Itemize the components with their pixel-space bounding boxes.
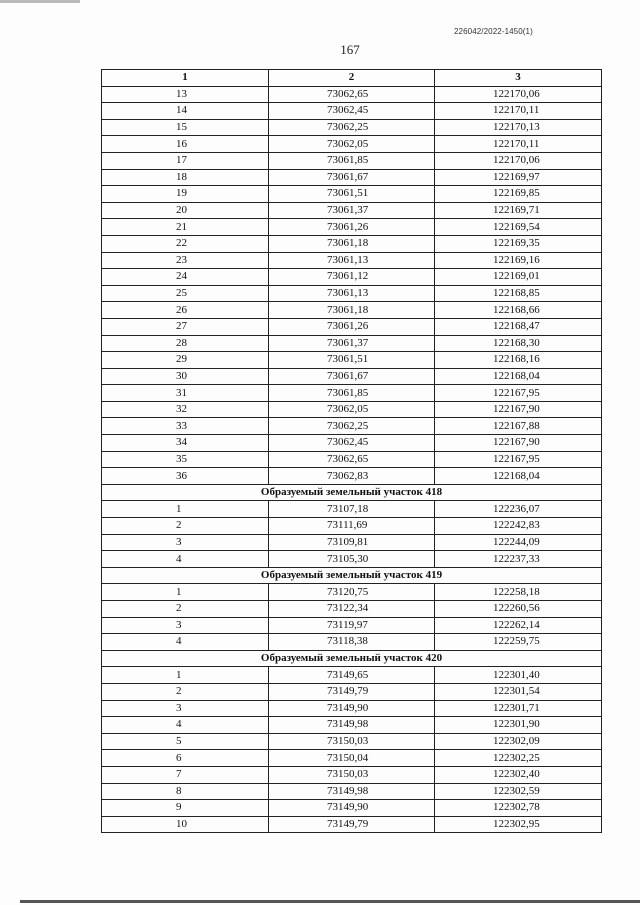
table-row	[102, 302, 602, 319]
x-coordinate-cell: 73149,90	[269, 800, 435, 817]
y-coordinate-cell: 122169,01	[435, 269, 602, 286]
point-number-cell: 1	[102, 501, 269, 518]
table-row	[102, 766, 602, 783]
x-coordinate-cell: 73149,98	[269, 717, 435, 734]
point-number-cell: 15	[102, 119, 269, 136]
table-row	[102, 285, 602, 302]
y-coordinate-cell: 122259,75	[435, 634, 602, 651]
point-number-cell: 33	[102, 418, 269, 435]
x-coordinate-cell: 73061,37	[269, 335, 435, 352]
x-coordinate-cell: 73149,79	[269, 816, 435, 833]
section-title: Образуемый земельный участок 418	[102, 484, 602, 501]
table-row	[102, 518, 602, 535]
y-coordinate-cell: 122242,83	[435, 518, 602, 535]
point-number-cell: 32	[102, 401, 269, 418]
point-number-cell: 4	[102, 717, 269, 734]
point-number-cell: 26	[102, 302, 269, 319]
point-number-cell: 14	[102, 103, 269, 120]
table-row	[102, 717, 602, 734]
y-coordinate-cell: 122167,95	[435, 451, 602, 468]
point-number-cell: 28	[102, 335, 269, 352]
x-coordinate-cell: 73062,65	[269, 451, 435, 468]
x-coordinate-cell: 73150,03	[269, 766, 435, 783]
y-coordinate-cell: 122301,90	[435, 717, 602, 734]
table-row	[102, 501, 602, 518]
y-coordinate-cell: 122169,85	[435, 186, 602, 203]
y-coordinate-cell: 122167,90	[435, 435, 602, 452]
x-coordinate-cell: 73062,83	[269, 468, 435, 485]
y-coordinate-cell: 122167,95	[435, 385, 602, 402]
point-number-cell: 35	[102, 451, 269, 468]
page-number: 167	[340, 42, 360, 57]
table-row	[102, 202, 602, 219]
column-header-2: 2	[269, 70, 435, 87]
y-coordinate-cell: 122169,16	[435, 252, 602, 269]
y-coordinate-cell: 122170,06	[435, 152, 602, 169]
point-number-cell: 30	[102, 368, 269, 385]
table-row	[102, 418, 602, 435]
table-row	[102, 86, 602, 103]
point-number-cell: 10	[102, 816, 269, 833]
coordinates-table	[101, 69, 602, 833]
table-row	[102, 534, 602, 551]
y-coordinate-cell: 122236,07	[435, 501, 602, 518]
x-coordinate-cell: 73061,13	[269, 285, 435, 302]
x-coordinate-cell: 73119,97	[269, 617, 435, 634]
y-coordinate-cell: 122169,71	[435, 202, 602, 219]
y-coordinate-cell: 122170,13	[435, 119, 602, 136]
point-number-cell: 17	[102, 152, 269, 169]
x-coordinate-cell: 73061,18	[269, 235, 435, 252]
point-number-cell: 34	[102, 435, 269, 452]
table-row	[102, 601, 602, 618]
scan-edge-mark	[0, 0, 80, 3]
table-row	[102, 252, 602, 269]
point-number-cell: 3	[102, 700, 269, 717]
y-coordinate-cell: 122170,11	[435, 103, 602, 120]
table-row	[102, 119, 602, 136]
y-coordinate-cell: 122302,95	[435, 816, 602, 833]
table-row	[102, 152, 602, 169]
y-coordinate-cell: 122302,78	[435, 800, 602, 817]
y-coordinate-cell: 122258,18	[435, 584, 602, 601]
x-coordinate-cell: 73062,65	[269, 86, 435, 103]
table-row	[102, 318, 602, 335]
point-number-cell: 3	[102, 534, 269, 551]
y-coordinate-cell: 122169,54	[435, 219, 602, 236]
y-coordinate-cell: 122170,11	[435, 136, 602, 153]
y-coordinate-cell: 122168,30	[435, 335, 602, 352]
x-coordinate-cell: 73061,51	[269, 352, 435, 369]
table-row	[102, 783, 602, 800]
x-coordinate-cell: 73120,75	[269, 584, 435, 601]
table-row	[102, 451, 602, 468]
point-number-cell: 1	[102, 667, 269, 684]
x-coordinate-cell: 73061,18	[269, 302, 435, 319]
point-number-cell: 20	[102, 202, 269, 219]
y-coordinate-cell: 122168,47	[435, 318, 602, 335]
x-coordinate-cell: 73062,25	[269, 418, 435, 435]
point-number-cell: 22	[102, 235, 269, 252]
y-coordinate-cell: 122302,40	[435, 766, 602, 783]
point-number-cell: 6	[102, 750, 269, 767]
point-number-cell: 19	[102, 186, 269, 203]
x-coordinate-cell: 73150,04	[269, 750, 435, 767]
x-coordinate-cell: 73062,05	[269, 136, 435, 153]
x-coordinate-cell: 73061,67	[269, 368, 435, 385]
y-coordinate-cell: 122167,90	[435, 401, 602, 418]
x-coordinate-cell: 73061,13	[269, 252, 435, 269]
y-coordinate-cell: 122301,71	[435, 700, 602, 717]
header-row	[102, 70, 602, 87]
x-coordinate-cell: 73061,85	[269, 152, 435, 169]
y-coordinate-cell: 122168,04	[435, 368, 602, 385]
point-number-cell: 24	[102, 269, 269, 286]
x-coordinate-cell: 73122,34	[269, 601, 435, 618]
y-coordinate-cell: 122170,06	[435, 86, 602, 103]
y-coordinate-cell: 122168,04	[435, 468, 602, 485]
section-title: Образуемый земельный участок 419	[102, 567, 602, 584]
section-header-row	[102, 650, 602, 667]
point-number-cell: 21	[102, 219, 269, 236]
point-number-cell: 2	[102, 518, 269, 535]
point-number-cell: 29	[102, 352, 269, 369]
x-coordinate-cell: 73061,26	[269, 219, 435, 236]
y-coordinate-cell: 122302,25	[435, 750, 602, 767]
table-row	[102, 667, 602, 684]
bottom-scan-border	[20, 900, 640, 903]
y-coordinate-cell: 122169,35	[435, 235, 602, 252]
table-row	[102, 750, 602, 767]
y-coordinate-cell: 122301,54	[435, 683, 602, 700]
table-row	[102, 584, 602, 601]
table-row	[102, 700, 602, 717]
y-coordinate-cell: 122168,66	[435, 302, 602, 319]
x-coordinate-cell: 73061,12	[269, 269, 435, 286]
column-header-1: 1	[102, 70, 269, 87]
table-row	[102, 435, 602, 452]
x-coordinate-cell: 73105,30	[269, 551, 435, 568]
table-row	[102, 136, 602, 153]
table-row	[102, 683, 602, 700]
table-row	[102, 401, 602, 418]
x-coordinate-cell: 73149,65	[269, 667, 435, 684]
y-coordinate-cell: 122262,14	[435, 617, 602, 634]
table-row	[102, 235, 602, 252]
point-number-cell: 4	[102, 634, 269, 651]
y-coordinate-cell: 122244,09	[435, 534, 602, 551]
x-coordinate-cell: 73149,98	[269, 783, 435, 800]
table-row	[102, 468, 602, 485]
y-coordinate-cell: 122260,56	[435, 601, 602, 618]
x-coordinate-cell: 73150,03	[269, 733, 435, 750]
point-number-cell: 13	[102, 86, 269, 103]
table-row	[102, 352, 602, 369]
section-header-row	[102, 567, 602, 584]
document-number: 226042/2022-1450(1)	[454, 27, 533, 36]
y-coordinate-cell: 122302,59	[435, 783, 602, 800]
section-title: Образуемый земельный участок 420	[102, 650, 602, 667]
point-number-cell: 3	[102, 617, 269, 634]
x-coordinate-cell: 73149,79	[269, 683, 435, 700]
point-number-cell: 8	[102, 783, 269, 800]
table-row	[102, 335, 602, 352]
point-number-cell: 7	[102, 766, 269, 783]
table-row	[102, 385, 602, 402]
table-row	[102, 551, 602, 568]
point-number-cell: 2	[102, 601, 269, 618]
point-number-cell: 9	[102, 800, 269, 817]
y-coordinate-cell: 122168,85	[435, 285, 602, 302]
table-row	[102, 219, 602, 236]
x-coordinate-cell: 73062,45	[269, 435, 435, 452]
point-number-cell: 5	[102, 733, 269, 750]
table-row	[102, 269, 602, 286]
point-number-cell: 18	[102, 169, 269, 186]
x-coordinate-cell: 73111,69	[269, 518, 435, 535]
x-coordinate-cell: 73061,37	[269, 202, 435, 219]
y-coordinate-cell: 122237,33	[435, 551, 602, 568]
x-coordinate-cell: 73109,81	[269, 534, 435, 551]
x-coordinate-cell: 73118,38	[269, 634, 435, 651]
table-row	[102, 816, 602, 833]
table-row	[102, 169, 602, 186]
table-row	[102, 368, 602, 385]
column-header-3: 3	[435, 70, 602, 87]
point-number-cell: 36	[102, 468, 269, 485]
y-coordinate-cell: 122302,09	[435, 733, 602, 750]
x-coordinate-cell: 73061,26	[269, 318, 435, 335]
point-number-cell: 31	[102, 385, 269, 402]
table-row	[102, 634, 602, 651]
point-number-cell: 2	[102, 683, 269, 700]
point-number-cell: 27	[102, 318, 269, 335]
table-row	[102, 103, 602, 120]
y-coordinate-cell: 122167,88	[435, 418, 602, 435]
table-row	[102, 186, 602, 203]
point-number-cell: 1	[102, 584, 269, 601]
table-body	[102, 86, 602, 833]
point-number-cell: 4	[102, 551, 269, 568]
x-coordinate-cell: 73062,25	[269, 119, 435, 136]
y-coordinate-cell: 122301,40	[435, 667, 602, 684]
point-number-cell: 25	[102, 285, 269, 302]
x-coordinate-cell: 73062,05	[269, 401, 435, 418]
table-row	[102, 617, 602, 634]
y-coordinate-cell: 122169,97	[435, 169, 602, 186]
x-coordinate-cell: 73061,85	[269, 385, 435, 402]
x-coordinate-cell: 73149,90	[269, 700, 435, 717]
table-header	[102, 70, 602, 87]
point-number-cell: 16	[102, 136, 269, 153]
table-row	[102, 733, 602, 750]
x-coordinate-cell: 73061,51	[269, 186, 435, 203]
x-coordinate-cell: 73061,67	[269, 169, 435, 186]
point-number-cell: 23	[102, 252, 269, 269]
x-coordinate-cell: 73062,45	[269, 103, 435, 120]
y-coordinate-cell: 122168,16	[435, 352, 602, 369]
table-row	[102, 800, 602, 817]
x-coordinate-cell: 73107,18	[269, 501, 435, 518]
section-header-row	[102, 484, 602, 501]
